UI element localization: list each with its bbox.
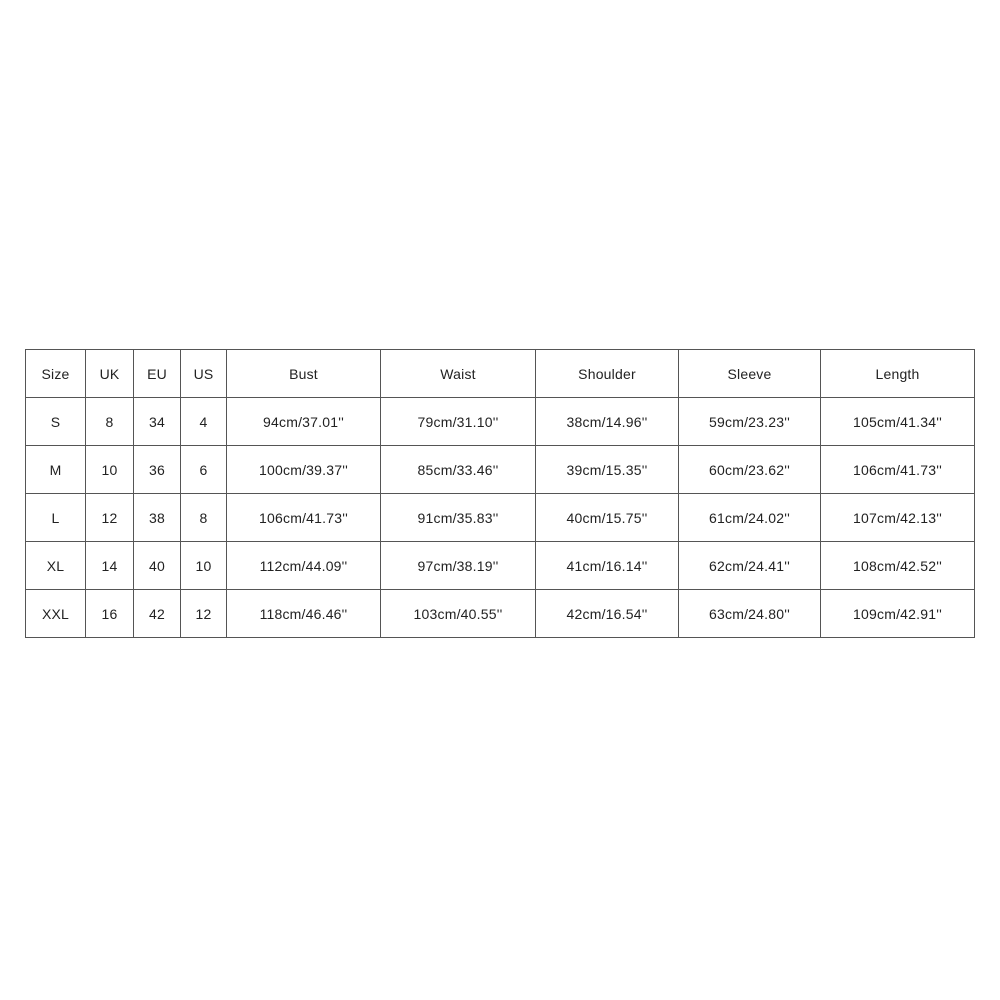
cell-sleeve: 63cm/24.80''	[679, 590, 821, 638]
cell-waist: 85cm/33.46''	[381, 446, 536, 494]
header-uk: UK	[86, 350, 134, 398]
cell-us: 10	[181, 542, 227, 590]
cell-size: S	[26, 398, 86, 446]
cell-uk: 16	[86, 590, 134, 638]
cell-uk: 14	[86, 542, 134, 590]
cell-bust: 118cm/46.46''	[227, 590, 381, 638]
cell-size: M	[26, 446, 86, 494]
table-row	[26, 446, 975, 494]
cell-bust: 94cm/37.01''	[227, 398, 381, 446]
cell-bust: 100cm/39.37''	[227, 446, 381, 494]
cell-sleeve: 61cm/24.02''	[679, 494, 821, 542]
cell-length: 107cm/42.13''	[821, 494, 975, 542]
cell-us: 8	[181, 494, 227, 542]
cell-shoulder: 40cm/15.75''	[536, 494, 679, 542]
header-bust: Bust	[227, 350, 381, 398]
table-header-row	[26, 350, 975, 398]
cell-bust: 112cm/44.09''	[227, 542, 381, 590]
cell-eu: 38	[134, 494, 181, 542]
header-sleeve: Sleeve	[679, 350, 821, 398]
table-row	[26, 590, 975, 638]
cell-eu: 42	[134, 590, 181, 638]
cell-length: 108cm/42.52''	[821, 542, 975, 590]
cell-size: XXL	[26, 590, 86, 638]
cell-uk: 10	[86, 446, 134, 494]
cell-sleeve: 60cm/23.62''	[679, 446, 821, 494]
cell-length: 105cm/41.34''	[821, 398, 975, 446]
cell-eu: 34	[134, 398, 181, 446]
cell-shoulder: 41cm/16.14''	[536, 542, 679, 590]
cell-us: 6	[181, 446, 227, 494]
cell-size: L	[26, 494, 86, 542]
cell-waist: 103cm/40.55''	[381, 590, 536, 638]
cell-sleeve: 59cm/23.23''	[679, 398, 821, 446]
header-eu: EU	[134, 350, 181, 398]
cell-uk: 12	[86, 494, 134, 542]
cell-waist: 91cm/35.83''	[381, 494, 536, 542]
cell-us: 4	[181, 398, 227, 446]
header-waist: Waist	[381, 350, 536, 398]
header-us: US	[181, 350, 227, 398]
header-shoulder: Shoulder	[536, 350, 679, 398]
cell-us: 12	[181, 590, 227, 638]
cell-shoulder: 38cm/14.96''	[536, 398, 679, 446]
cell-length: 109cm/42.91''	[821, 590, 975, 638]
cell-size: XL	[26, 542, 86, 590]
cell-uk: 8	[86, 398, 134, 446]
table-row	[26, 494, 975, 542]
header-length: Length	[821, 350, 975, 398]
table-row	[26, 398, 975, 446]
cell-bust: 106cm/41.73''	[227, 494, 381, 542]
table-row	[26, 542, 975, 590]
cell-shoulder: 42cm/16.54''	[536, 590, 679, 638]
cell-sleeve: 62cm/24.41''	[679, 542, 821, 590]
cell-shoulder: 39cm/15.35''	[536, 446, 679, 494]
cell-eu: 36	[134, 446, 181, 494]
cell-waist: 97cm/38.19''	[381, 542, 536, 590]
cell-waist: 79cm/31.10''	[381, 398, 536, 446]
header-size: Size	[26, 350, 86, 398]
cell-length: 106cm/41.73''	[821, 446, 975, 494]
cell-eu: 40	[134, 542, 181, 590]
size-chart-table	[25, 349, 975, 638]
